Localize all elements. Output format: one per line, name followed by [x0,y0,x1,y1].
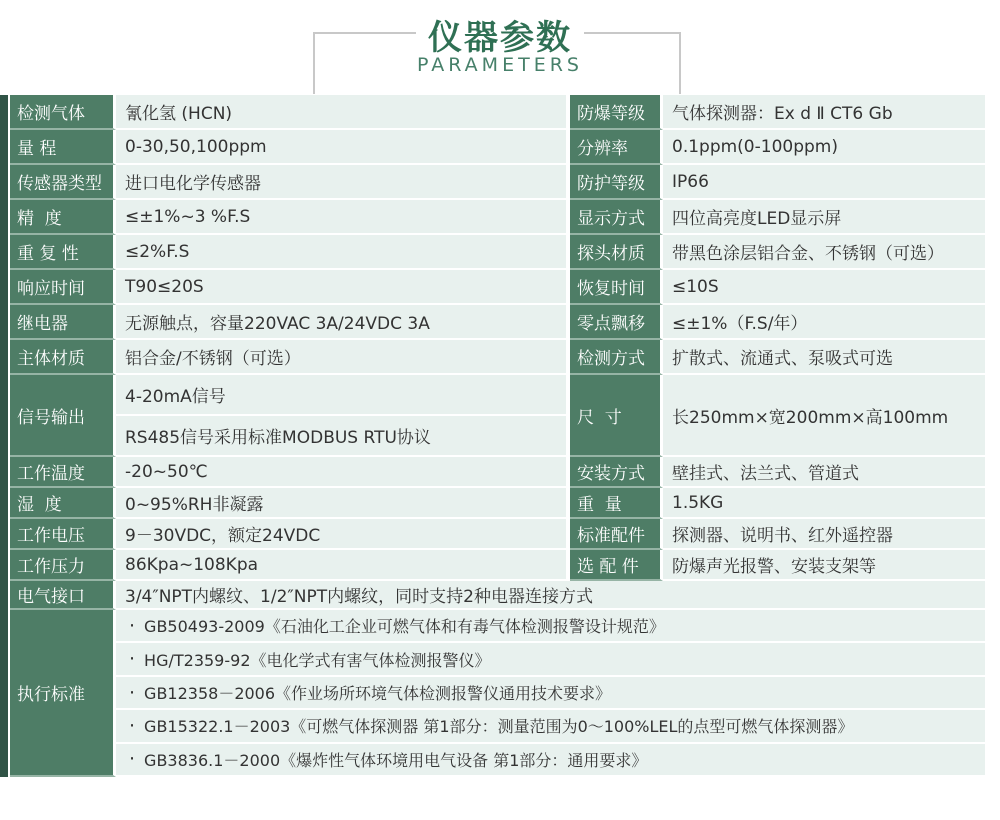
row-value: ≤±1%（F.S/年） [663,305,985,340]
table-row [10,550,566,581]
table-row [570,305,985,340]
row-value: 3/4″NPT内螺纹、1/2″NPT内螺纹，同时支持2种电器连接方式 [116,581,985,610]
row-value: IP66 [663,165,985,200]
standard-item [116,710,985,743]
row-value: 探测器、说明书、红外遥控器 [663,519,985,550]
table-row [10,457,566,488]
page-header [0,0,1000,95]
table-row-electrical-interface [10,581,985,610]
row-value: 气体探测器：Ex d Ⅱ CT6 Gb [663,95,985,130]
row-value: 铝合金/不锈钢（可选） [116,340,566,375]
row-label: 工作温度 [10,457,116,488]
spec-table [0,95,985,777]
table-row [570,340,985,375]
table-row-dimensions [570,375,985,457]
row-label: 防爆等级 [570,95,663,130]
row-value: 无源触点，容量220VAC 3A/24VDC 3A [116,305,566,340]
standard-text: GB50493-2009《石油化工企业可燃气体和有毒气体检测报警设计规范》 [144,617,665,637]
table-row [10,95,566,130]
row-value: 0~95%RH非凝露 [116,488,566,519]
row-label: 信号输出 [10,375,116,457]
row-label: 零点飘移 [570,305,663,340]
row-label: 电气接口 [10,581,116,610]
row-value: 带黑色涂层铝合金、不锈钢（可选） [663,235,985,270]
row-value: 防爆声光报警、安装支架等 [663,550,985,581]
row-label: 量 程 [10,130,116,165]
row-value: 0-30,50,100ppm [116,130,566,165]
left-column [10,95,566,581]
row-label: 分辨率 [570,130,663,165]
standard-text: GB3836.1－2000《爆炸性气体环境用电气设备 第1部分：通用要求》 [144,750,648,770]
row-label: 精 度 [10,200,116,235]
table-row [10,488,566,519]
table-row [570,550,985,581]
standard-item [116,744,985,775]
bullet-icon: · [129,748,136,771]
table-row [10,305,566,340]
standard-text: GB15322.1－2003《可燃气体探测器 第1部分：测量范围为0～100%LEL的点型可燃气体探测器》 [144,717,854,737]
row-label: 重 复 性 [10,235,116,270]
row-label: 工作压力 [10,550,116,581]
row-label: 执行标准 [10,610,116,777]
table-row [10,130,566,165]
page-title-wrap [0,10,1000,59]
table-row [570,488,985,519]
table-row [10,200,566,235]
table-columns [10,95,985,581]
standard-item [116,677,985,710]
table-row [570,457,985,488]
table-row [10,270,566,305]
row-value: RS485信号采用标准MODBUS RTU协议 [125,428,431,448]
row-label: 标准配件 [570,519,663,550]
standard-item [116,643,985,676]
table-row [570,165,985,200]
row-value: ≤2%F.S [116,235,566,270]
bullet-icon: · [129,648,136,671]
row-label: 恢复时间 [570,270,663,305]
table-row [10,519,566,550]
standard-item [116,610,985,643]
row-value: ≤10S [663,270,985,305]
row-label: 工作电压 [10,519,116,550]
row-label: 重 量 [570,488,663,519]
row-value: 9－30VDC，额定24VDC [116,519,566,550]
table-row [10,340,566,375]
row-value: 四位高亮度LED显示屏 [663,200,985,235]
row-value: -20~50℃ [116,457,566,488]
table-row [570,95,985,130]
row-label: 安装方式 [570,457,663,488]
row-value-group [116,375,566,457]
row-label: 传感器类型 [10,165,116,200]
row-label: 防护等级 [570,165,663,200]
row-value: 86Kpa~108Kpa [116,550,566,581]
row-value: 氰化氢 (HCN) [116,95,566,130]
row-label: 探头材质 [570,235,663,270]
row-label: 响应时间 [10,270,116,305]
bullet-icon: · [129,681,136,704]
bullet-icon: · [129,714,136,737]
row-value: ≤±1%~3 %F.S [116,200,566,235]
table-row [10,165,566,200]
table-row [570,200,985,235]
row-label: 检测气体 [10,95,116,130]
row-label: 检测方式 [570,340,663,375]
right-column [570,95,985,581]
row-label: 继电器 [10,305,116,340]
row-label: 尺 寸 [570,375,663,457]
page-subtitle: PARAMETERS [417,54,583,76]
page-title: 仪器参数 [416,10,584,59]
row-value: 长250mm×宽200mm×高100mm [663,375,985,457]
row-value: 1.5KG [663,488,985,519]
row-value: 壁挂式、法兰式、管道式 [663,457,985,488]
row-value: 进口电化学传感器 [116,165,566,200]
table-row-standards [10,610,985,777]
standard-text: GB12358－2006《作业场所环境气体检测报警仪通用技术要求》 [144,684,612,704]
row-label: 选 配 件 [570,550,663,581]
bullet-icon: · [129,614,136,637]
table-row [570,519,985,550]
table-row [570,130,985,165]
row-label: 主体材质 [10,340,116,375]
standards-list [116,610,985,777]
table-row [570,235,985,270]
row-label: 显示方式 [570,200,663,235]
row-value: 4-20mA信号 [116,375,566,416]
table-row-signal-output [10,375,566,457]
row-value: T90≤20S [116,270,566,305]
left-accent-strip [0,95,8,777]
row-value: 0.1ppm(0-100ppm) [663,130,985,165]
row-label: 湿 度 [10,488,116,519]
table-row [10,235,566,270]
row-value: 扩散式、流通式、泵吸式可选 [663,340,985,375]
table-row [570,270,985,305]
standard-text: HG/T2359-92《电化学式有害气体检测报警仪》 [144,650,491,670]
